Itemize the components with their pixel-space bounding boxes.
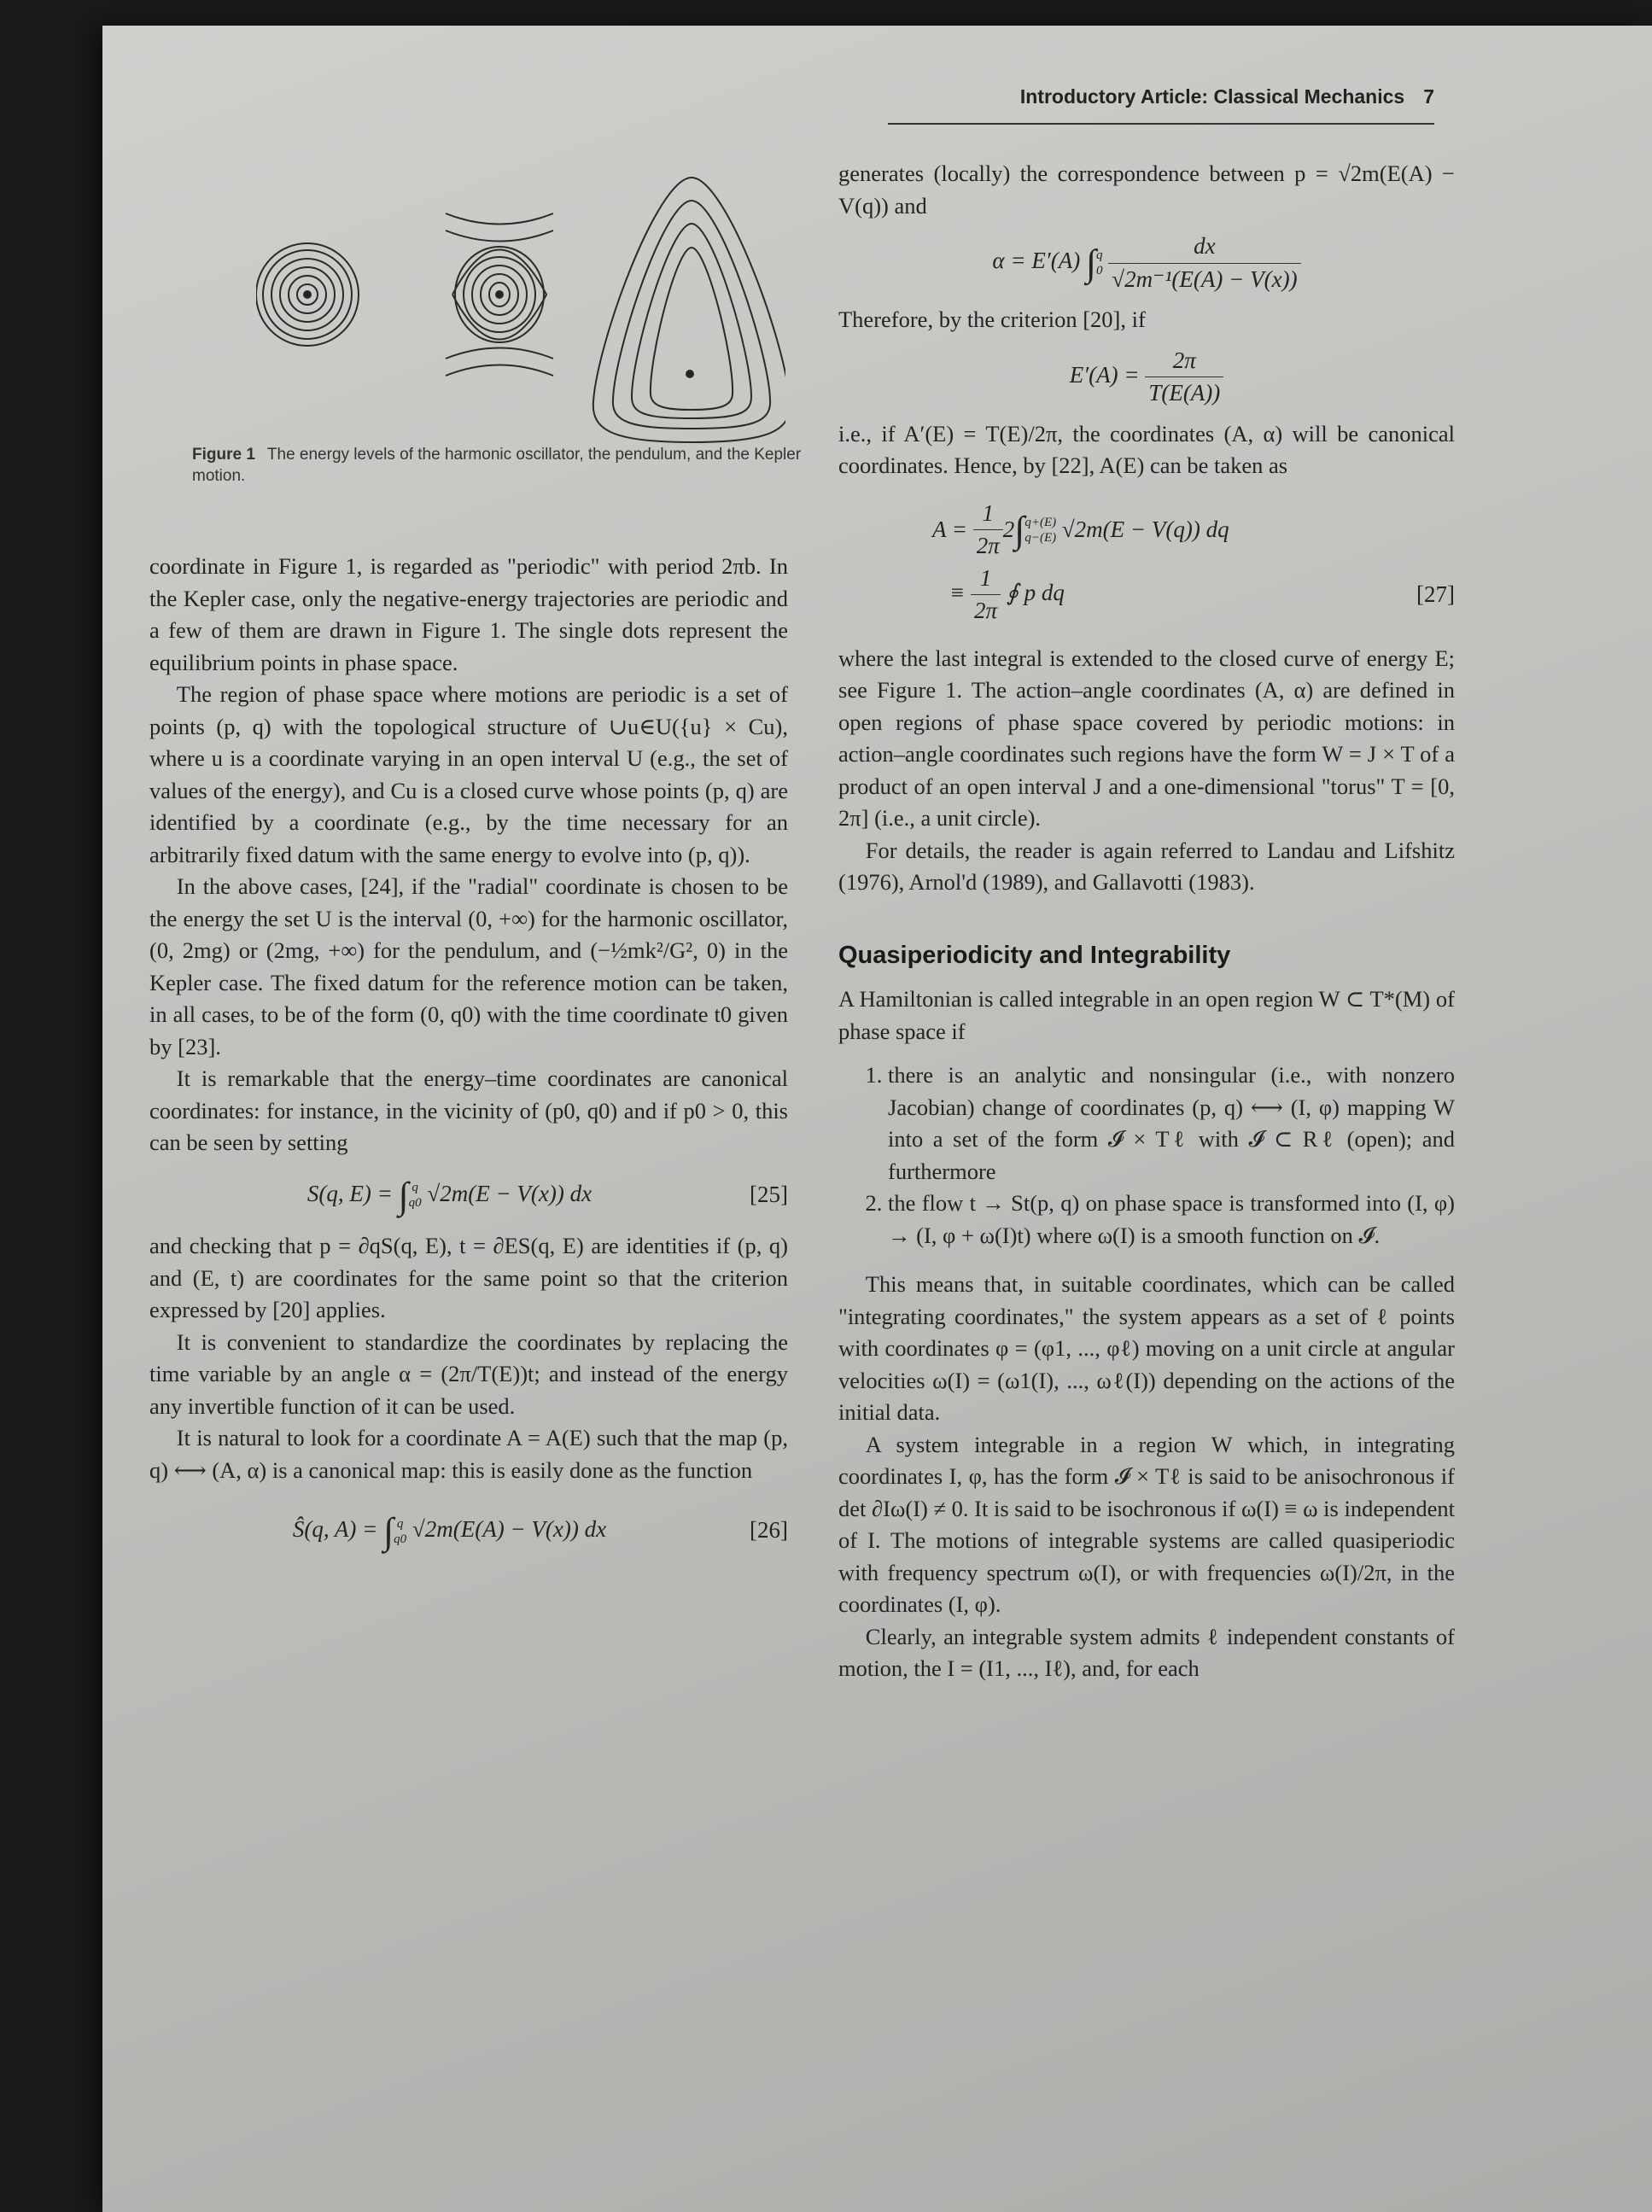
right-paragraph-6: A Hamiltonian is called integrable in an open region W ⊂ T*(M) of phase space if — [838, 986, 1455, 1044]
equation-26 — [149, 1510, 788, 1553]
left-paragraph-5: and checking that p = ∂qS(q, E), t = ∂ES(q, E) are identities if (p, q) and (E, t) are coordinates for the same point so that the criterion expressed by [20] applies. — [149, 1233, 788, 1323]
eq27-line1-coef-denominator: 2π — [973, 529, 1003, 563]
harmonic-oscillator-portrait — [256, 243, 359, 346]
equation-eprime — [838, 345, 1455, 410]
integral-sign: ∫ — [383, 1510, 394, 1553]
eq27-line1-coef-numerator: 1 — [982, 499, 994, 526]
section-heading: Quasiperiodicity and Integrability — [838, 941, 1231, 969]
right-column — [838, 158, 1455, 1685]
equation-number-27: [27] — [1416, 581, 1455, 607]
eq26-rhs: √2m(E(A) − V(x)) dx — [412, 1516, 607, 1543]
integral-sign: ∫ — [1085, 242, 1097, 284]
left-paragraph-2: The region of phase space where motions are periodic is a set of points (p, q) with the topological structure of ∪u∈U({u} × Cu), where u is a coordinate varying in an open interval U (e.g., the set of values of the energy), and Cu is a closed curve whose points (p, q) are identified by a coordinate (e.g., by the time necessary for an arbitrarily fixed datum with the same energy to evolve into (p, q)). — [149, 681, 788, 867]
left-paragraph-7: It is natural to look for a coordinate A = A(E) such that the map (p, q) ⟷ (A, α) is a canonical map: this is easily done as the function — [149, 1425, 788, 1483]
right-paragraph-8: A system integrable in a region W which, in integrating coordinates I, φ, has the form 𝓘 × Tℓ is said to be anisochronous if det ∂Iω(I) ≠ 0. It is said to be isochronous if ω(I) ≡ ω is independent of I. The motions of integrable systems are called quasiperiodic with frequency spectrum ω(I), or with frequencies ω(I)/2π, in the coordinates (I, φ). — [838, 1431, 1455, 1617]
kepler-portrait — [593, 178, 785, 442]
integrability-conditions-list — [838, 1059, 1455, 1252]
right-paragraph-7: This means that, in suitable coordinates, which can be called "integrating coordinates," the system appears as a set of ℓ points with coordinates φ = (φ1, ..., φℓ) moving on a unit circle at angular velocities ω(I) = (ω1(I), ..., ωℓ(I)) depending on the actions of the initial data. — [838, 1271, 1455, 1425]
list-item: 1. there is an analytic and nonsingular (i.e., with nonzero Jacobian) change of coordinates (p, q) ⟷ (I, φ) mapping W into a set of the form 𝓘 × Tℓ with 𝓘 ⊂ Rℓ (open); and furthermore — [888, 1059, 1455, 1188]
eq27-lower: q−(E) — [1024, 530, 1057, 545]
eq27-line1-rhs: √2m(E − V(q)) dq — [1061, 516, 1229, 542]
eq-alpha-upper: q — [1096, 248, 1103, 262]
equation-number-25: [25] — [750, 1181, 788, 1207]
eq27-line1-coefficient — [973, 498, 1003, 563]
eq-alpha-lower: 0 — [1096, 264, 1103, 277]
right-paragraph-2: Therefore, by the criterion [20], if — [838, 306, 1146, 332]
eq27-upper: q+(E) — [1024, 515, 1057, 529]
eq27-line-2 — [838, 563, 1455, 627]
figure-phase-portraits — [256, 171, 785, 452]
eq26-lower: q0 — [394, 1532, 407, 1546]
list-item: 2. the flow t → St(p, q) on phase space is transformed into (I, φ) → (I, φ + ω(I)t) where ω(I) is a smooth function on 𝓘. — [888, 1188, 1455, 1252]
figure-label: Figure 1 — [192, 446, 255, 464]
left-column — [149, 551, 788, 1567]
eq-e-fraction — [1145, 345, 1223, 410]
equation-25 — [149, 1174, 788, 1217]
eq27-line2-coef-denominator: 2π — [971, 594, 1001, 627]
right-paragraph-9: Clearly, an integrable system admits ℓ independent constants of motion, the I = (I1, ..., Iℓ), and, for each — [838, 1623, 1455, 1681]
eq26-upper: q — [396, 1516, 404, 1531]
eq-e-numerator: 2π — [1172, 347, 1196, 373]
equation-27 — [838, 498, 1455, 627]
integral-sign: ∫ — [1014, 508, 1025, 551]
integral-sign: ∫ — [398, 1174, 409, 1217]
pendulum-portrait — [446, 213, 553, 376]
eq27-line2-coef-numerator: 1 — [979, 564, 992, 591]
left-paragraph-6: It is convenient to standardize the coordinates by replacing the time variable by an angle α = (2π/T(E))t; and instead of the energy any invertible function of it can be used. — [149, 1328, 788, 1419]
eq-alpha-numerator: dx — [1194, 233, 1216, 259]
left-paragraph-1: coordinate in Figure 1, is regarded as "periodic" with period 2πb. In the Kepler case, only the negative-energy trajectories are periodic and a few of them are drawn in Figure 1. The single dots represent the equilibrium points in phase space. — [149, 553, 788, 675]
eq25-lhs: S(q, E) = — [306, 1180, 393, 1206]
eq-e-denominator: T(E(A)) — [1145, 376, 1223, 410]
eq27-line2-rhs: ∮ p dq — [1006, 579, 1065, 605]
eq25-rhs: √2m(E − V(x)) dx — [427, 1180, 593, 1206]
running-title: Introductory Article: Classical Mechanics — [1019, 85, 1405, 108]
eq25-upper: q — [412, 1181, 418, 1195]
eq25-lower: q0 — [408, 1196, 422, 1211]
equation-alpha — [838, 231, 1455, 295]
figure-caption-text: The energy levels of the harmonic oscillator, the pendulum, and the Kepler motion. — [192, 446, 802, 485]
right-paragraph-4: where the last integral is extended to the closed curve of energy E; see Figure 1. The action–angle coordinates (A, α) are defined in open regions of phase space covered by periodic motions: in action–angle coordinates such regions have the form W = J × T of a product of an open interval J and a one-dimensional "torus" T = [0, 2π] (i.e., a unit circle). — [838, 645, 1455, 831]
eq26-lhs: Ŝ(q, A) = — [292, 1516, 378, 1543]
eq-alpha-denominator: √2m⁻¹(E(A) − V(x)) — [1108, 263, 1300, 296]
eq27-line1-multiplier: 2 — [1002, 516, 1015, 542]
running-header — [888, 85, 1434, 125]
eq-e-lhs: E′(A) = — [1069, 361, 1140, 388]
left-paragraph-3: In the above cases, [24], if the "radial" coordinate is chosen to be the energy the set U is the interval (0, +∞) for the harmonic oscillator, (0, 2mg) or (2mg, +∞) for the pendulum, and (−½mk²/G², 0) in the Kepler case. The fixed datum for the reference motion can be taken, in all cases, to be of the form (0, q0) with the time coordinate t0 given by [23]. — [149, 873, 788, 1059]
eq27-line1-lhs: A = — [932, 516, 967, 542]
eq-alpha-fraction — [1108, 231, 1300, 295]
right-paragraph-5: For details, the reader is again referred to Landau and Lifshitz (1976), Arnol'd (1989), and Gallavotti (1983). — [838, 837, 1455, 895]
page-number: 7 — [1423, 85, 1434, 108]
eq27-line2-lhs: ≡ — [949, 579, 966, 605]
eq27-line-1 — [838, 498, 1455, 563]
right-paragraph-1: generates (locally) the correspondence between p = √2m(E(A) − V(q)) and — [838, 161, 1455, 219]
right-paragraph-3: i.e., if A′(E) = T(E)/2π, the coordinates (A, α) will be canonical coordinates. Hence, by [22], A(E) can be taken as — [838, 420, 1455, 478]
equation-number-26: [26] — [750, 1517, 788, 1544]
left-paragraph-4: It is remarkable that the energy–time coordinates are canonical coordinates: for instance, in the vicinity of (p0, q0) and if p0 > 0, this can be seen by setting — [149, 1065, 788, 1155]
eq27-line2-coefficient — [971, 563, 1001, 627]
eq-alpha-lhs: α = E′(A) — [992, 248, 1081, 274]
figure-caption — [192, 444, 807, 487]
